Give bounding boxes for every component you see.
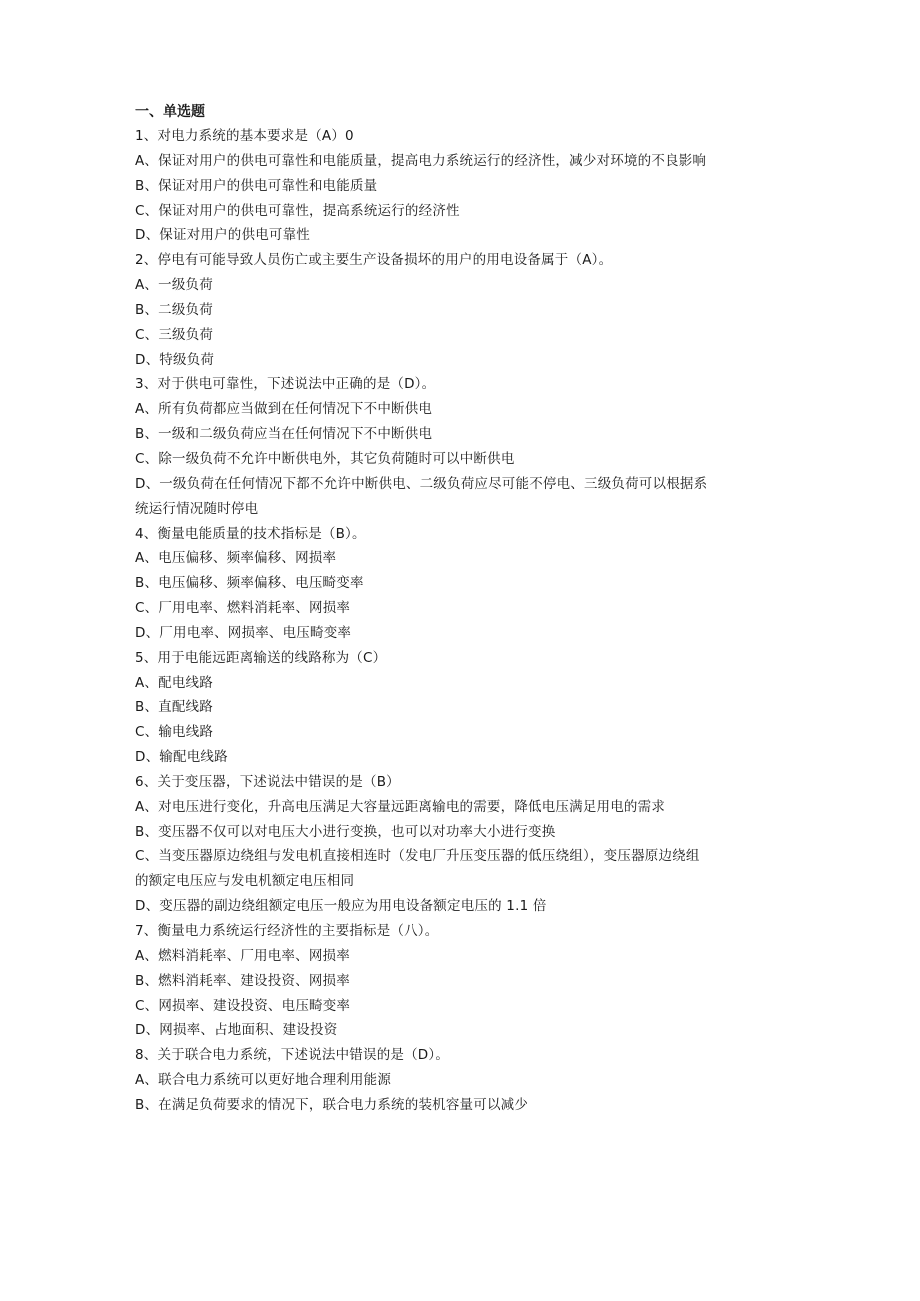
text-line: B、二级负荷	[135, 301, 213, 318]
text-line: D、厂用电率、网损率、电压畸变率	[135, 624, 352, 641]
document-page	[135, 100, 785, 1118]
text-line: A、一级负荷	[135, 277, 213, 294]
text-line: B、直配线路	[135, 699, 213, 716]
text-line: D、保证对用户的供电可靠性	[135, 227, 310, 244]
question-line: 4、衡量电能质量的技术指标是（B）。	[135, 525, 366, 542]
text-line: A、电压偏移、频率偏移、网损率	[135, 550, 337, 567]
text-line: C、保证对用户的供电可靠性，提高系统运行的经济性	[135, 202, 460, 219]
question-line: 3、对于供电可靠性，下述说法中正确的是（D）。	[135, 376, 436, 393]
text-line: A、配电线路	[135, 674, 213, 691]
text-line: 统运行情况随时停电	[135, 500, 259, 517]
text-line: D、一级负荷在任何情况下都不允许中断供电、二级负荷应尽可能不停电、三级负荷可以根据系	[135, 475, 708, 492]
text-line: D、变压器的副边绕组额定电压一般应为用电设备额定电压的 1.1 倍	[135, 898, 547, 915]
question-line: 5、用于电能远距离输送的线路称为（C）	[135, 649, 387, 666]
text-line: C、厂用电率、燃料消耗率、网损率	[135, 600, 351, 617]
text-line: D、网损率、占地面积、建设投资	[135, 1022, 338, 1039]
text-line: B、一级和二级负荷应当在任何情况下不中断供电	[135, 426, 433, 443]
text-line: A、燃料消耗率、厂用电率、网损率	[135, 947, 350, 964]
text-line: A、所有负荷都应当做到在任何情况下不中断供电	[135, 401, 433, 418]
text-line: C、当变压器原边绕组与发电机直接相连时（发电厂升压变压器的低压绕组），变压器原边绕组	[135, 848, 700, 865]
text-line: D、输配电线路	[135, 749, 228, 766]
text-line: B、燃料消耗率、建设投资、网损率	[135, 972, 350, 989]
question-line: 6、关于变压器，下述说法中错误的是（B）	[135, 773, 400, 790]
text-line: A、对电压进行变化，升高电压满足大容量远距离输电的需要，降低电压满足用电的需求	[135, 798, 666, 815]
question-line: 7、衡量电力系统运行经济性的主要指标是（八）。	[135, 923, 439, 939]
text-line: 的额定电压应与发电机额定电压相同	[135, 873, 355, 890]
text-line: C、除一级负荷不允许中断供电外，其它负荷随时可以中断供电	[135, 450, 515, 467]
question-line: 2、停电有可能导致人员伤亡或主要生产设备损坏的用户的用电设备属于（A）。	[135, 252, 613, 269]
text-line: B、保证对用户的供电可靠性和电能质量	[135, 177, 378, 194]
text-line: B、电压偏移、频率偏移、电压畸变率	[135, 575, 364, 592]
text-line: B、变压器不仅可以对电压大小进行变换，也可以对功率大小进行变换	[135, 823, 556, 840]
text-line: C、输电线路	[135, 724, 214, 741]
question-line: 8、关于联合电力系统，下述说法中错误的是（D）。	[135, 1047, 450, 1064]
text-line: D、特级负荷	[135, 351, 215, 368]
text-line: C、网损率、建设投资、电压畸变率	[135, 997, 351, 1014]
question-list	[135, 124, 785, 1118]
question-line: 1、对电力系统的基本要求是（A）0	[135, 128, 354, 144]
text-line: A、保证对用户的供电可靠性和电能质量，提高电力系统运行的经济性，减少对环境的不良影响	[135, 152, 707, 169]
section-title: 一、单选题	[135, 104, 205, 120]
text-line: A、联合电力系统可以更好地合理利用能源	[135, 1072, 392, 1089]
text-line: B、在满足负荷要求的情况下，联合电力系统的装机容量可以减少	[135, 1096, 529, 1113]
text-line: C、三级负荷	[135, 326, 214, 343]
